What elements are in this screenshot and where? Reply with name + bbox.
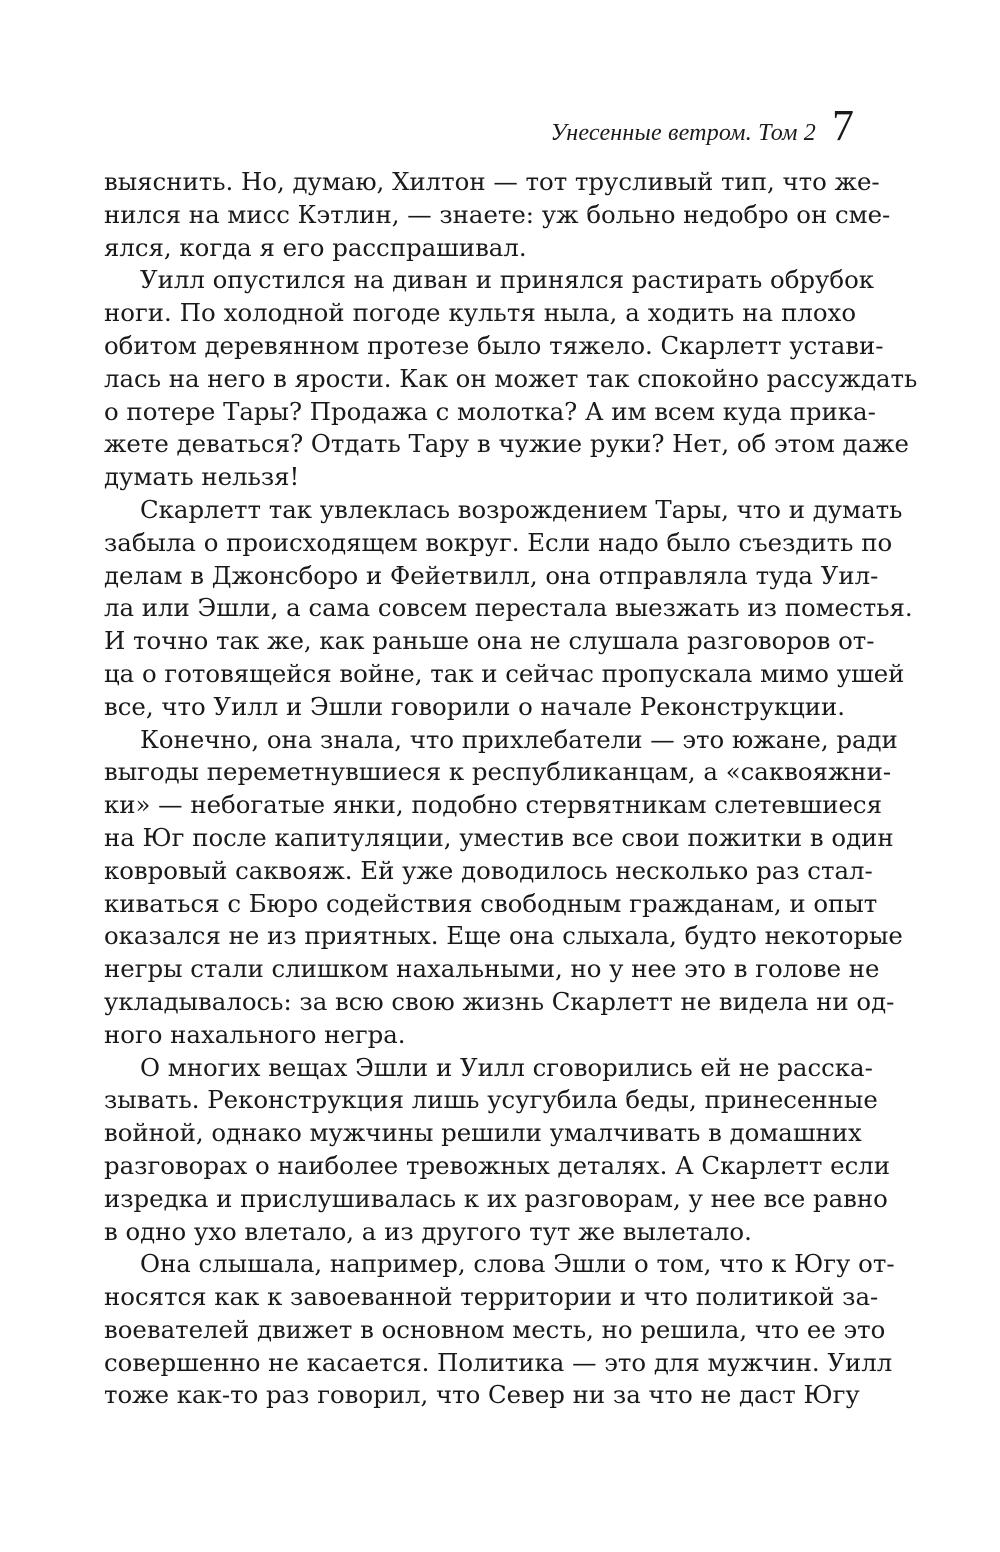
text-line: нился на мисс Кэтлин, — знаете: уж больно недобро он сме-: [104, 199, 891, 229]
paragraph: [104, 724, 903, 1052]
paragraph: [104, 166, 891, 264]
text-line: делам в Джонсборо и Фейетвилл, она отправляла туда Уил-: [104, 560, 879, 590]
text-line: ялся, когда я его расспрашивал.: [104, 232, 527, 262]
text-line: тоже как-то раз говорил, что Север ни за что не даст Югу: [104, 1380, 860, 1410]
text-line: оказался не из приятных. Еще она слыхала, будто некоторые: [104, 921, 903, 951]
text-line: О многих вещах Эшли и Уилл сговорились ей не расска-: [140, 1052, 873, 1082]
text-line: разговорах о наиболее тревожных деталях. А Скарлетт если: [104, 1150, 890, 1180]
paragraph: [104, 1248, 895, 1412]
text-line: ного нахального негра.: [104, 1019, 406, 1049]
text-line: в одно ухо влетало, а из другого тут же вылетало.: [104, 1216, 752, 1246]
text-line: Уилл опустился на диван и принялся растирать обрубок: [140, 265, 874, 295]
text-line: Скарлетт так увлеклась возрождением Тары, что и думать: [140, 494, 903, 524]
text-line: выяснить. Но, думаю, Хилтон — тот трусливый тип, что же-: [104, 167, 880, 196]
text-line: обитом деревянном протезе было тяжело. Скарлетт устави-: [104, 330, 884, 360]
paragraph: [104, 494, 913, 724]
text-line: Конечно, она знала, что прихлебатели — это южане, ради: [140, 724, 898, 754]
paragraph: [104, 1052, 890, 1249]
text-line: ноги. По холодной погоде культя ныла, а ходить на плохо: [104, 298, 856, 328]
running-title: Унесенные ветром. Том 2: [550, 120, 816, 146]
text-line: зывать. Реконструкция лишь усугубила беды, принесенные: [104, 1085, 878, 1115]
text-line: войной, однако мужчины решили умалчивать в домашних: [104, 1118, 862, 1148]
text-line: забыла о происходящем вокруг. Если надо было съездить по: [104, 527, 893, 557]
text-line: киваться с Бюро содействия свободным гражданам, и опыт: [104, 888, 878, 918]
text-line: лась на него в ярости. Как он может так спокойно рассуждать: [104, 363, 918, 393]
text-line: о потере Тары? Продажа с молотка? А им всем куда прика-: [104, 396, 876, 426]
paragraph: [104, 264, 918, 494]
text-line: выгоды переметнувшиеся к республиканцам, а «саквояжни-: [104, 757, 892, 787]
text-line: ки» — небогатые янки, подобно стервятникам слетевшиеся: [104, 790, 882, 820]
text-line: Она слышала, например, слова Эшли о том, что к Югу от-: [140, 1249, 895, 1279]
body-text: [104, 166, 918, 1412]
text-line: ковровый саквояж. Ей уже доводилось несколько раз стал-: [104, 855, 873, 885]
text-line: жете деваться? Отдать Тару в чужие руки? Нет, об этом даже: [104, 429, 909, 459]
text-line: воевателей движет в основном месть, но решила, что ее это: [104, 1314, 886, 1344]
text-line: думать нельзя!: [104, 462, 300, 492]
text-line: носятся как к завоеванной территории и что политикой за-: [104, 1282, 879, 1312]
text-line: ца о готовящейся войне, так и сейчас пропускала мимо ушей: [104, 658, 905, 688]
page-header: [550, 101, 854, 150]
text-line: все, что Уилл и Эшли говорили о начале Реконструкции.: [104, 691, 846, 721]
text-line: И точно так же, как раньше она не слушала разговоров от-: [104, 626, 875, 656]
text-line: укладывалось: за всю свою жизнь Скарлетт не видела ни од-: [104, 986, 895, 1016]
text-line: ла или Эшли, а сама совсем перестала выезжать из поместья.: [104, 593, 913, 623]
text-line: негры стали слишком нахальными, но у нее это в голове не: [104, 954, 880, 984]
text-line: совершенно не касается. Политика — это для мужчин. Уилл: [104, 1347, 893, 1377]
page-number: 7: [832, 101, 854, 150]
text-line: изредка и прислушивалась к их разговорам, у нее все равно: [104, 1183, 888, 1213]
text-line: на Юг после капитуляции, уместив все свои пожитки в один: [104, 822, 894, 852]
